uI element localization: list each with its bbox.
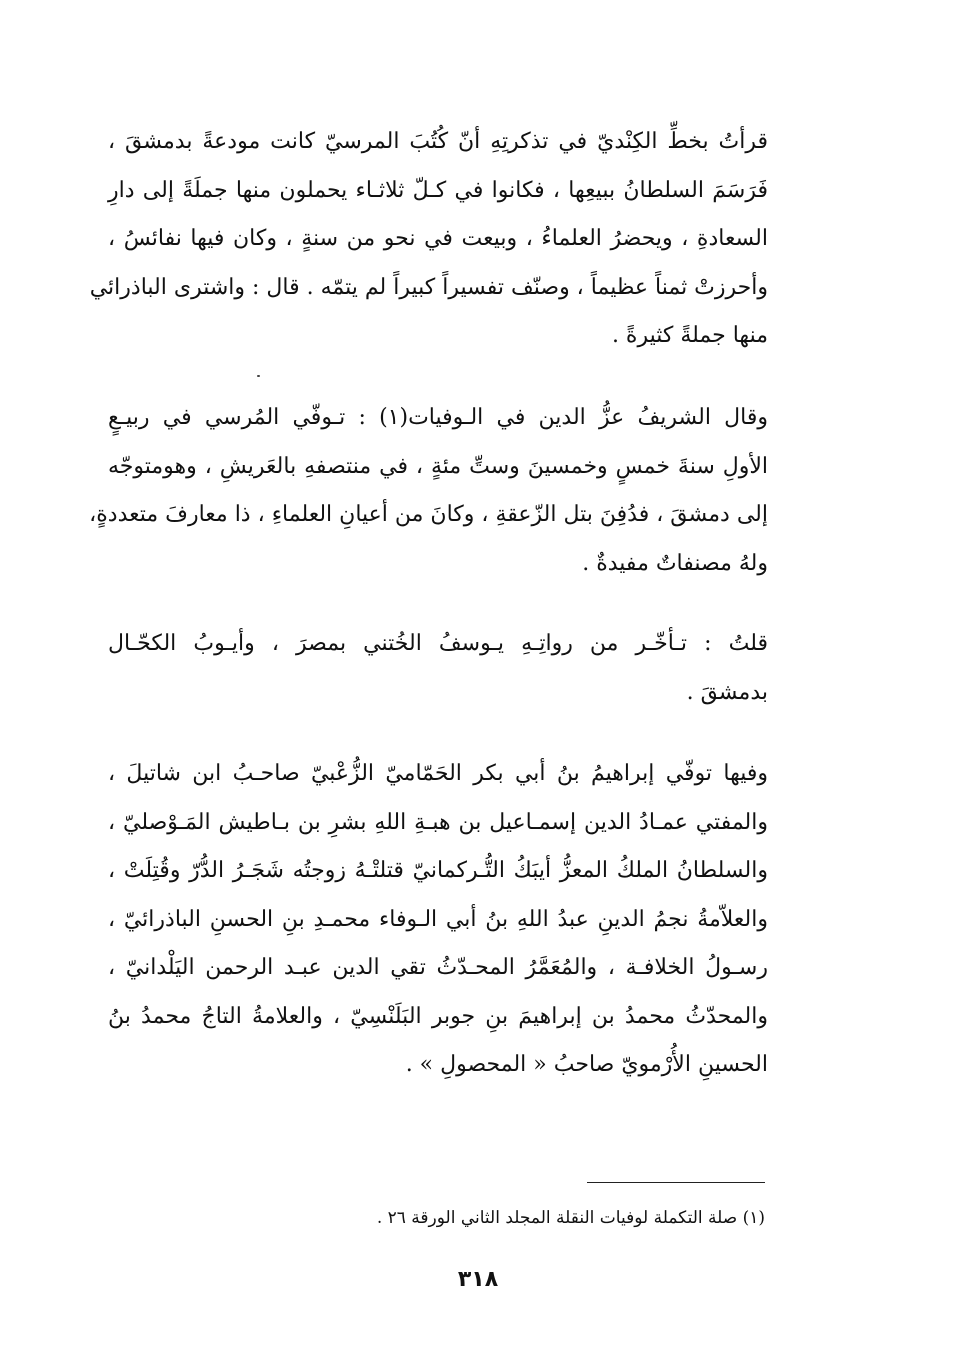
footnote-divider bbox=[587, 1182, 765, 1183]
text-line: منها جملةً كثيرةً . bbox=[611, 323, 768, 348]
text-line: الأولِ سنةَ خمسٍ وخمسينَ وستِّ مئةٍ ، في منتصفهِ بالعَريشِ ، وهومتوجّه bbox=[108, 453, 768, 479]
text-line: السعادةِ ، ويحضرُ العلماءُ ، وبيعت في نحو من سنةٍ ، وكان فيها نفائسُ ، bbox=[108, 226, 768, 251]
text-line: وأحرزتْ ثمناً عظيماً ، وصنّف تفسيراً كبيراً لم يتمّه . قال : واشترى الباذرائي bbox=[89, 274, 768, 300]
paragraph-kindi-note bbox=[89, 118, 768, 361]
footnote: (١) صلة التكملة لوفيات النقلة المجلد الثاني الورقة ٢٦ . bbox=[376, 1208, 765, 1228]
paragraph-deaths-list bbox=[108, 750, 768, 1090]
page-number: ٣١٨ bbox=[457, 1267, 499, 1292]
text-line: قرأتُ بخطِّ الكِنْديّ في تذكرتِهِ أنّ كُتُبَ المرسيّ كانت مودعةً بدمشقَ ، bbox=[108, 129, 768, 154]
text-line: والسلطانُ الملكُ المعزُّ أيبَكُ التُّـركمانيّ قتلتْـهُ زوجتُه شَجَـرُ الدُّرّ وقُتِلَتْ ، bbox=[108, 858, 768, 883]
text-line: وفيها توفّي إبراهيمُ بنُ أبي بكر الحَمّاميّ الزُّعْبيّ صاحـبُ ابن شاتيلَ ، bbox=[108, 761, 768, 786]
text-line: قلتُ : تـأخّـر من رواتِـهِ يـوسفُ الخُتني بمصرَ ، وأيـوبُ الكحّـال bbox=[108, 631, 768, 656]
text-line: ولهُ مصنفاتٌ مفيدةٌ . bbox=[582, 550, 768, 576]
paragraph-narrators bbox=[108, 620, 768, 717]
text-line: رسـولُ الخلافـة ، والمُعَمَّرُ المحـدّثُ تقي الدين عبـد الرحمن اليَلْدانيّ ، bbox=[108, 955, 768, 980]
text-line: الحسينِ الأُرْمويّ صاحبُ « المحصولِ » . bbox=[405, 1052, 768, 1077]
text-line: بدمشقَ . bbox=[686, 679, 768, 705]
text-line: فَرَسَمَ السلطانُ ببيعِها ، فكانوا في كـلّ ثلاثـاء يحملون منها جملَةً إلى دارِ bbox=[108, 177, 768, 203]
text-line: وقال الشريفُ عزُّ الدين في الـوفيات(١) : تـوفّي المُرسي في ربيـعٍ bbox=[108, 405, 768, 430]
text-line: إلى دمشقَ ، فدُفِنَ بتل الزّعقةِ ، وكانَ من أعيانِ العلماءِ ، ذا معارفَ متعددةٍ، bbox=[89, 502, 768, 527]
paragraph-sharif-wafayat bbox=[89, 394, 768, 588]
text-line: والمفتي عمـادُ الدين إسمـاعيل بن هبـةِ اللهِ بشرِ بن بـاطيش المَـوْصليّ ، bbox=[108, 809, 768, 835]
text-line: والمحدّثُ محمدُ بن إبراهيمَ بنِ جوبر البَلَنْسِيّ ، والعلامةُ التاجُ محمدُ بنُ bbox=[108, 1003, 768, 1029]
text-line: والعلاّمةُ نجمُ الدينِ عبدُ اللهِ بنُ أبي الـوفاء محمـدِ بنِ الحسنِ الباذرائيّ ، bbox=[108, 906, 768, 932]
print-speck bbox=[257, 375, 260, 377]
